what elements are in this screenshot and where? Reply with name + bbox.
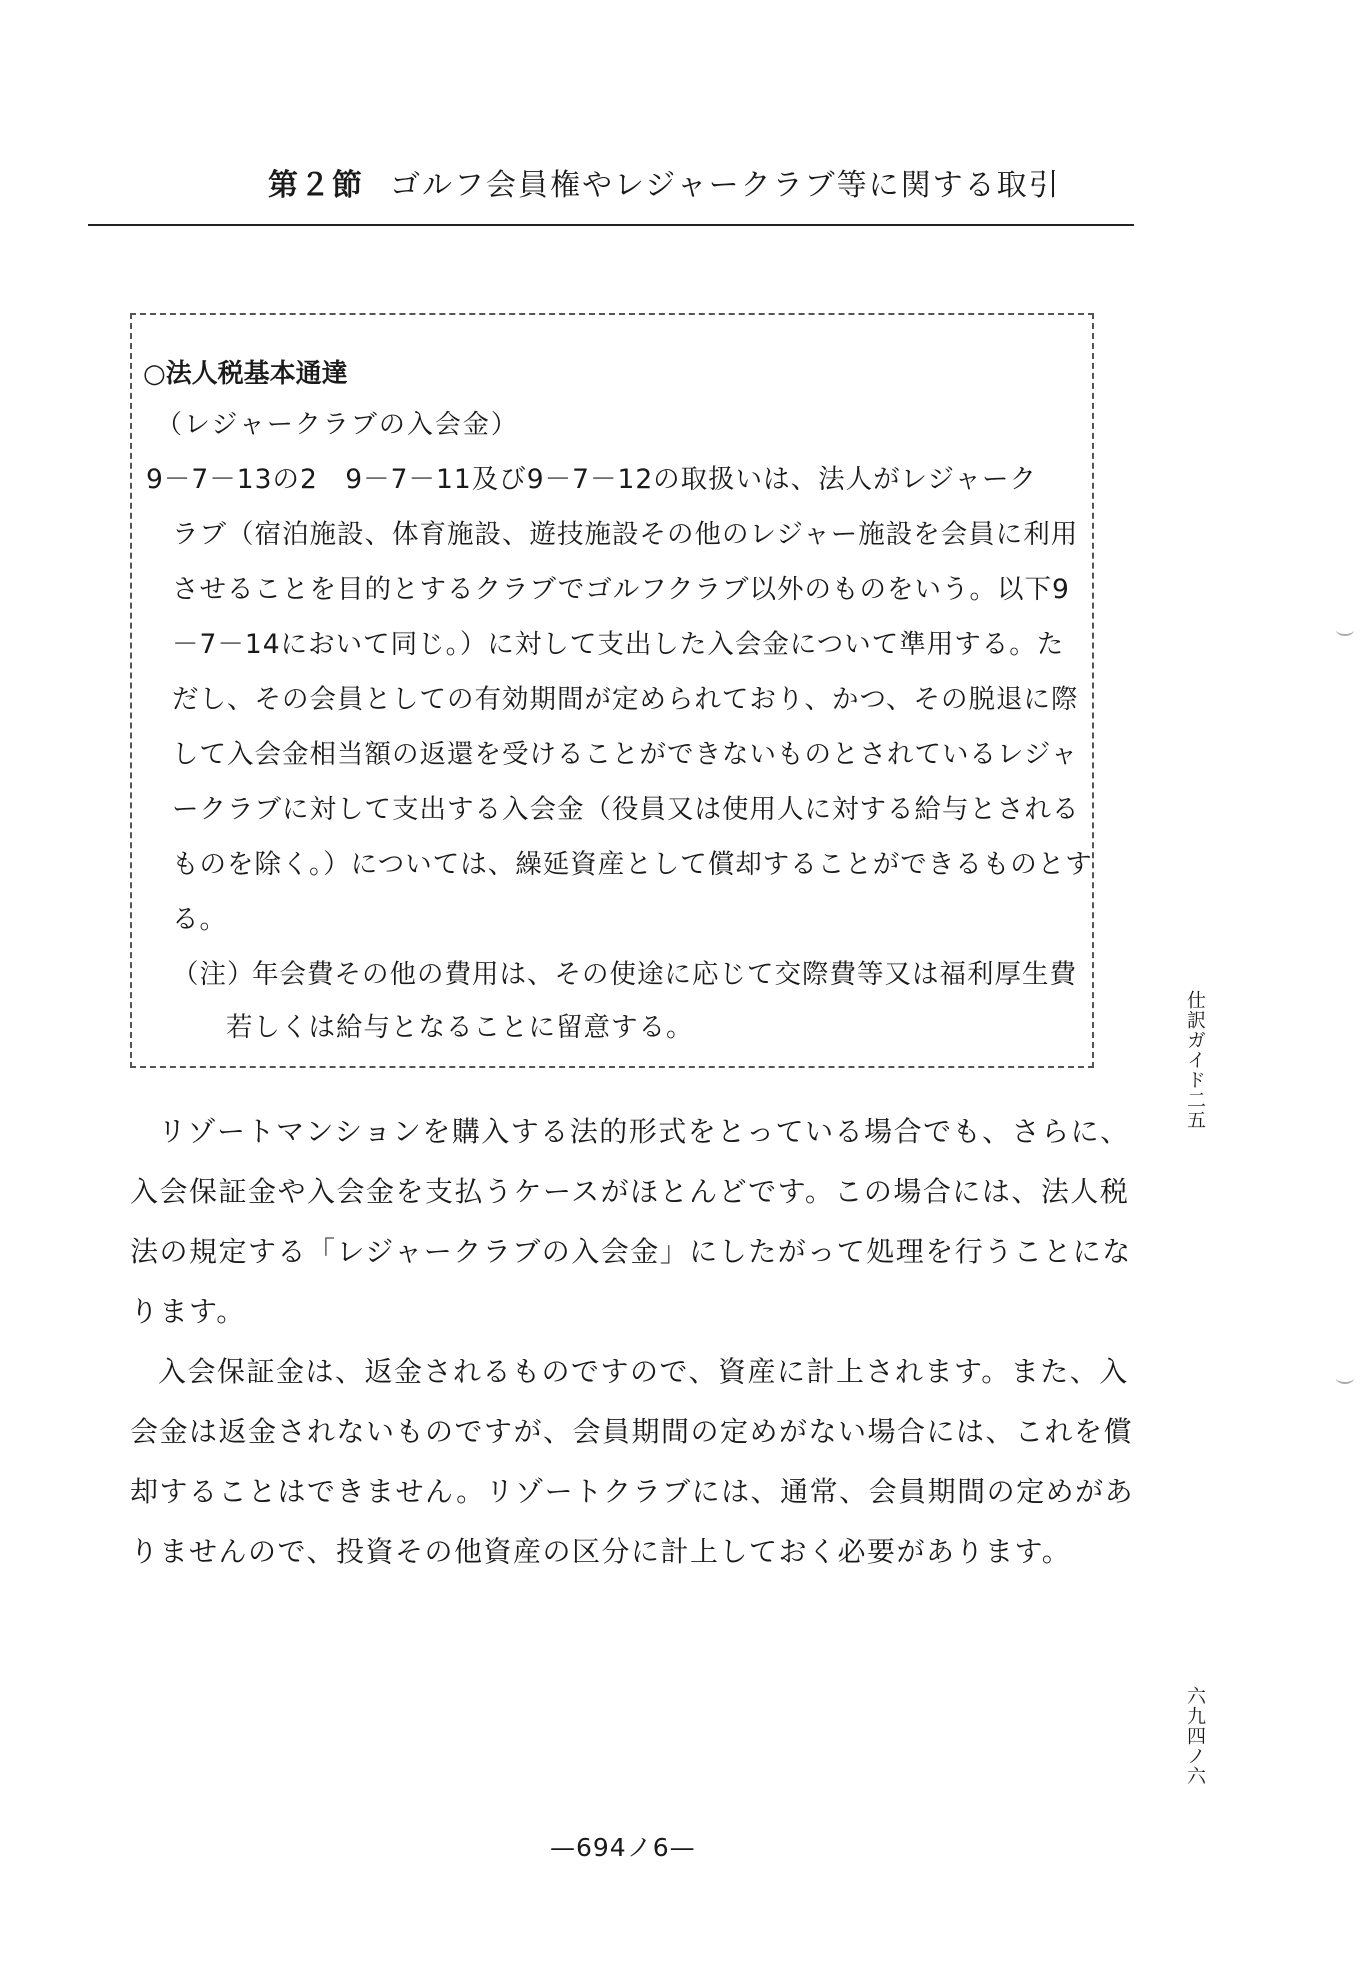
section-number: 第２節 [268, 168, 364, 203]
side-page-kanji: 六九四ノ六 [1184, 1686, 1206, 1786]
notice-line: ものを除く。）については、繰延資産として償却することができるものとす [172, 849, 1093, 880]
note-line: 若しくは給与となることに留意する。 [226, 1012, 694, 1043]
notice-line: だし、その会員としての有効期間が定められており、かつ、その脱退に際 [172, 684, 1079, 715]
body-line: リゾートマンションを購入する法的形式をとっている場合でも、さらに、 [158, 1115, 1130, 1148]
note-text: 年会費その他の費用は、その使途に応じて交際費等又は福利厚生費 [252, 959, 1077, 990]
notice-line: －7－14において同じ。）に対して支出した入会金について準用する。た [172, 629, 1065, 660]
notice-line: 9－7－13の2 9－7－11及び9－7－12の取扱いは、法人がレジャーク [146, 464, 1037, 495]
notice-subtitle: （レジャークラブの入会金） [156, 410, 519, 440]
body-line: 入会保証金や入会金を支払うケースがほとんどです。この場合には、法人税 [130, 1175, 1130, 1208]
edge-mark [1336, 624, 1354, 636]
body-line: りませんので、投資その他資産の区分に計上しておく必要があります。 [130, 1535, 1072, 1568]
body-line: 会金は返金されないものですが、会員期間の定めがない場合には、これを償 [130, 1415, 1134, 1448]
notice-heading: ○法人税基本通達 [143, 359, 348, 389]
header-divider [88, 224, 1134, 226]
notice-line: ークラブに対して支出する入会金（役員又は使用人に対する給与とされる [172, 794, 1080, 825]
notice-line: させることを目的とするクラブでゴルフクラブ以外のものをいう。以下9 [172, 574, 1070, 605]
body-line: 入会保証金は、返金されるものですので、資産に計上されます。また、入 [158, 1355, 1129, 1388]
notice-line: る。 [172, 904, 227, 935]
page-number: —694ノ6— [550, 1833, 696, 1862]
note-line [172, 952, 1077, 991]
side-guide-label: 仕訳ガイド二五 [1184, 990, 1206, 1130]
section-title: ゴルフ会員権やレジャークラブ等に関する取引 [390, 168, 1061, 203]
body-line: 却することはできません。リゾートクラブには、通常、会員期間の定めがあ [130, 1475, 1135, 1508]
notice-line: ラブ（宿泊施設、体育施設、遊技施設その他のレジャー施設を会員に利用 [172, 519, 1079, 550]
body-line: 法の規定する「レジャークラブの入会金」にしたがって処理を行うことにな [130, 1235, 1132, 1268]
section-header [268, 160, 1061, 204]
note-label: （注） [172, 959, 255, 990]
edge-mark [1336, 1372, 1354, 1384]
notice-line: して入会金相当額の返還を受けることができないものとされているレジャ [172, 739, 1079, 770]
body-line: ります。 [130, 1295, 246, 1328]
